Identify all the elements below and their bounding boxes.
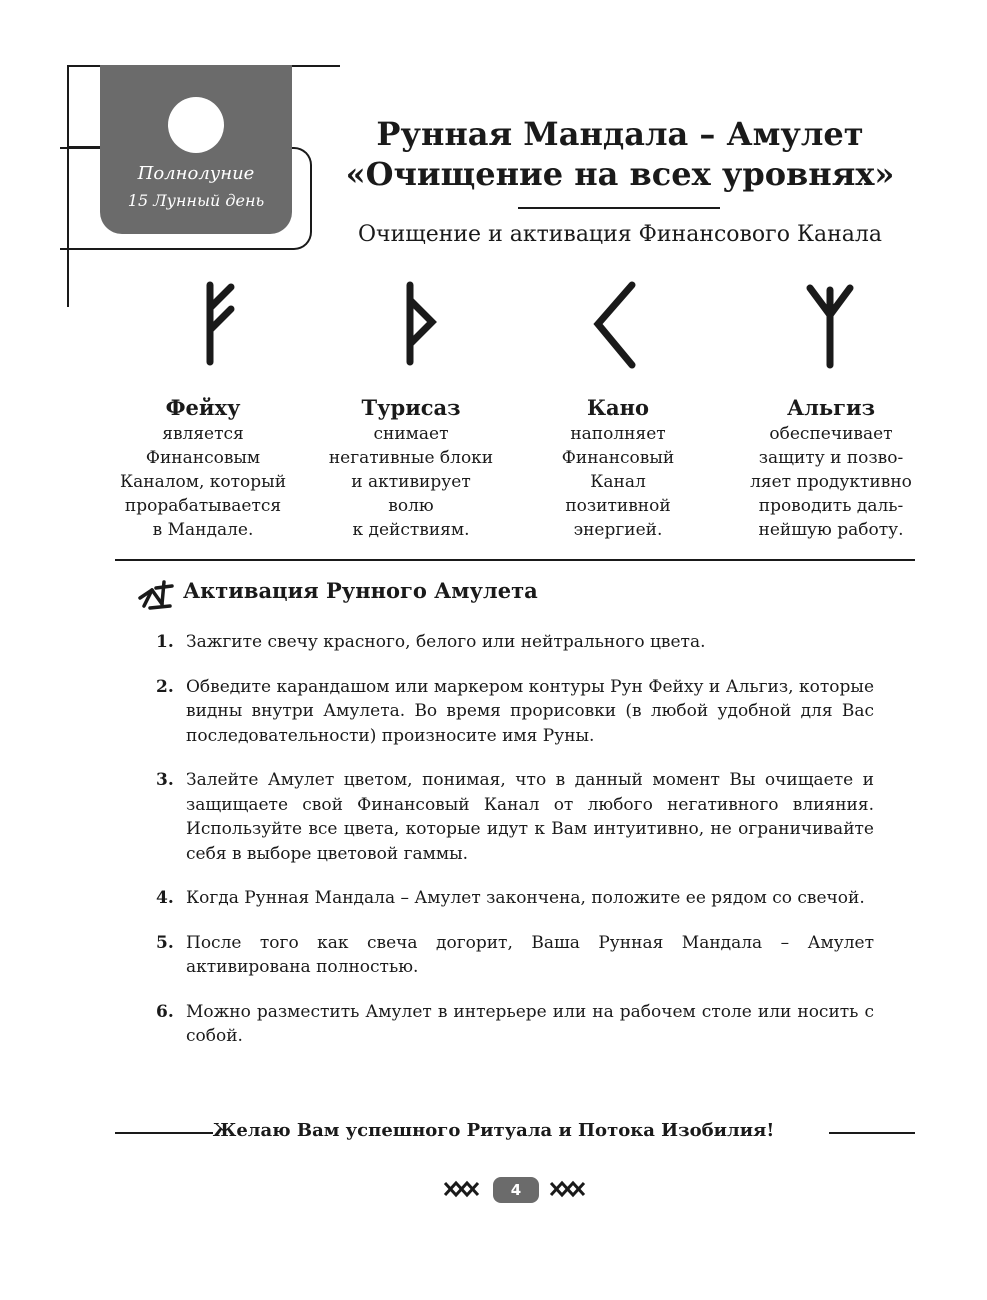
step-text: После того как свеча догорит, Ваша Рунная Мандала – Амулет активирована полностью. <box>186 932 874 977</box>
section-title: Активация Рунного Амулета <box>183 578 538 603</box>
step-text: Зажгите свечу красного, белого или нейтрального цвета. <box>186 632 706 652</box>
steps-list <box>150 630 874 1069</box>
closing-text: Желаю Вам успешного Ритуала и Потока Изобилия! <box>212 1120 775 1141</box>
text: прорабатывается <box>124 496 282 516</box>
title-line: «Очищение на всех уровнях» <box>345 155 895 193</box>
ornament-right-icon <box>549 1180 589 1200</box>
rune-description-algiz <box>731 394 931 542</box>
page-title <box>330 114 910 194</box>
list-item <box>150 630 874 655</box>
text: к действиям. <box>352 520 470 540</box>
text: волю <box>388 496 434 516</box>
step-number: 6. <box>156 1001 174 1022</box>
rune-name: Кано <box>586 395 650 420</box>
section-divider <box>115 559 915 561</box>
list-item <box>150 675 874 749</box>
text: и активирует <box>351 472 471 492</box>
rune-description-thurisaz <box>311 394 511 542</box>
step-number: 4. <box>156 888 174 908</box>
runes-row <box>0 270 987 380</box>
page-number: 4 <box>493 1177 539 1203</box>
algiz-rune-icon <box>810 288 850 365</box>
text: негативные блоки <box>328 448 494 468</box>
list-item <box>150 1000 874 1049</box>
title-divider <box>518 207 720 209</box>
step-text: Обведите карандашом или маркером контуры Рун Фейху и Альгиз, которые видны внутри Амулета. Во время прорисовки (в любой удобной для Вас последовательности) произносите имя Руны. <box>186 676 874 746</box>
text: защиту и позво- <box>758 448 904 468</box>
ornament-left-icon <box>443 1180 483 1200</box>
text: снимает <box>373 424 449 444</box>
kenaz-rune-icon <box>598 285 632 365</box>
phase-label: Полнолуние <box>137 163 255 184</box>
text: Каналом, который <box>119 472 287 492</box>
subtitle: Очищение и активация Финансового Канала <box>358 222 882 247</box>
text: ляет продуктивно <box>750 472 912 492</box>
rune-description-kenaz <box>518 394 718 542</box>
text: в Мандале. <box>152 520 254 540</box>
text: Финансовый <box>561 448 675 468</box>
text: проводить даль- <box>758 496 904 516</box>
text: Финансовым <box>145 448 261 468</box>
title-line: Рунная Мандала – Амулет <box>376 115 864 153</box>
step-number: 5. <box>156 932 174 953</box>
step-text: Можно разместить Амулет в интерьере или на рабочем столе или носить с собой. <box>186 1001 874 1046</box>
text: наполняет <box>570 424 666 444</box>
rune-name: Турисаз <box>361 395 461 420</box>
text: позитивной <box>565 496 671 516</box>
lunar-day-label: 15 Лунный день <box>127 191 265 210</box>
rune-name: Фейху <box>165 395 241 420</box>
step-text: Залейте Амулет цветом, понимая, что в данный момент Вы очищаете и защищаете свой Финансовый Канал от любого негативного влияния. Используйте все цвета, которые идут к Вам интуитивно, не ограничивайте себя в выборе цветовой гаммы. <box>186 770 874 864</box>
rune-name: Альгиз <box>786 395 875 420</box>
step-number: 1. <box>156 632 174 652</box>
full-moon-icon <box>168 97 224 153</box>
rune-star-icon <box>138 578 176 612</box>
step-text: Когда Рунная Мандала – Амулет закончена, положите ее рядом со свечой. <box>186 888 865 908</box>
list-item <box>150 886 874 911</box>
thurisaz-rune-icon <box>410 285 432 362</box>
list-item <box>150 931 874 980</box>
step-number: 3. <box>156 770 174 790</box>
rune-description-fehu <box>103 394 303 542</box>
text: обеспечивает <box>769 424 893 444</box>
step-number: 2. <box>156 676 174 697</box>
text: нейшую работу. <box>758 520 904 540</box>
fehu-rune-icon <box>210 285 231 362</box>
list-item <box>150 768 874 866</box>
text: является <box>162 424 244 444</box>
text: энергией. <box>573 520 663 540</box>
text: Канал <box>590 472 646 492</box>
